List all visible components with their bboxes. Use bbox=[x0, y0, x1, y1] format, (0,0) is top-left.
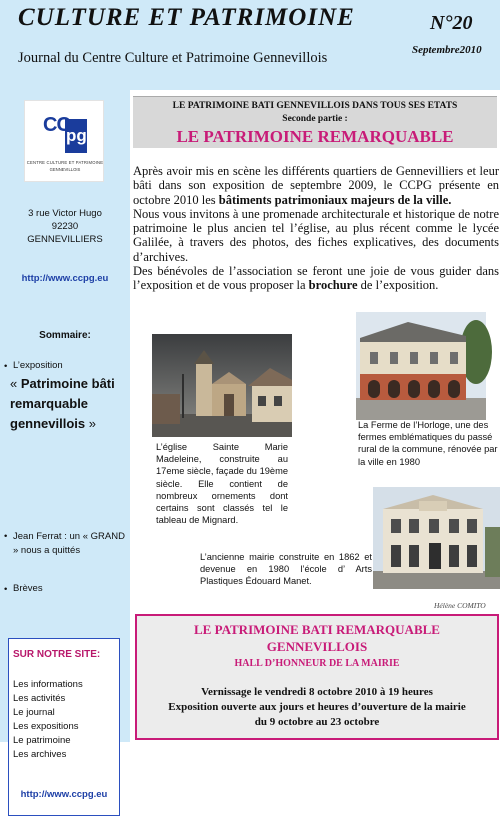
article-paragraph-1 bbox=[133, 164, 499, 207]
masthead bbox=[0, 0, 500, 90]
event-title-line1: LE PATRIMOINE BATI REMARQUABLE bbox=[194, 622, 440, 637]
logo-caption-line2: GENNEVILLOIS bbox=[49, 167, 81, 172]
site-box bbox=[8, 638, 120, 816]
summary-title: Sommaire: bbox=[39, 330, 91, 341]
article-banner bbox=[133, 96, 497, 148]
event-box bbox=[135, 614, 499, 740]
event-title-line2: GENNEVILLOIS bbox=[266, 639, 368, 654]
logo-caption-line1: CENTRE CULTURE ET PATRIMOINE bbox=[26, 160, 104, 165]
article-p3-text: Des bénévoles de l’association se feront une joie de vous guider dans l’exposition et de vous proposer la bbox=[133, 264, 499, 293]
article-kicker: LE PATRIMOINE BATI GENNEVILLOIS DANS TOUS SES ETATS bbox=[172, 101, 458, 111]
event-hours: Exposition ouverte aux jours et heures d’ouverture de la mairie bbox=[168, 701, 466, 713]
summary-item-exhibition: L’exposition bbox=[13, 360, 63, 371]
ccpg-logo bbox=[24, 100, 104, 182]
summary-feature bbox=[10, 374, 128, 434]
farm-caption: La Ferme de l’Horloge, une des fermes emblématiques du passé rural de la commune, rénovée par la ville en 1980 bbox=[358, 420, 498, 467]
bullet-icon: • bbox=[4, 361, 8, 372]
article-part: Seconde partie : bbox=[282, 114, 348, 124]
site-item-informations[interactable]: Les informations bbox=[13, 679, 83, 690]
article-p1-emphasis: bâtiments patrimoniaux majeurs de la ville. bbox=[218, 192, 452, 207]
site-box-link[interactable]: http://www.ccpg.eu bbox=[20, 789, 108, 800]
newsletter-title: CULTURE ET PATRIMOINE bbox=[18, 4, 355, 31]
farm-photo bbox=[356, 312, 486, 420]
svg-text:CC: CC bbox=[43, 114, 70, 136]
bullet-icon: • bbox=[4, 531, 8, 542]
ccpg-logo-mark bbox=[39, 107, 91, 159]
website-link[interactable]: http://www.ccpg.eu bbox=[21, 273, 109, 284]
article-p1-text: Après avoir mis en scène les différents quartiers de Gennevilliers et leur bâti dans son exposition de septembre 2009, le CCPG présente en octobre 2010 les bbox=[133, 164, 499, 207]
address-postcode: 92230 bbox=[51, 221, 79, 232]
mairie-caption: L’ancienne mairie construite en 1862 et devenue en 1980 l’école d’ Arts Plastiques Édouard Manet. bbox=[200, 552, 372, 587]
event-opening: Vernissage le vendredi 8 octobre 2010 à 19 heures bbox=[201, 686, 433, 698]
feature-open-quote: « bbox=[10, 376, 21, 391]
feature-close-quote: » bbox=[85, 416, 96, 431]
site-item-activites[interactable]: Les activités bbox=[13, 693, 66, 704]
summary-item-ferrat: Jean Ferrat : un « GRAND » nous a quittés bbox=[13, 531, 125, 556]
church-caption: L’église Sainte Marie Madeleine, construite au 17eme siècle, façade du 19ème siècle. Elle contient de nombreux ornements dont certains sont classés tel le tableau de Mignard. bbox=[156, 442, 288, 526]
event-place: HALL D’HONNEUR DE LA MAIRIE bbox=[234, 658, 400, 669]
event-dates: du 9 octobre au 23 octobre bbox=[254, 716, 380, 728]
article-paragraph-3 bbox=[133, 264, 499, 293]
bullet-icon: • bbox=[4, 584, 8, 595]
article-p3-emphasis: brochure bbox=[308, 278, 358, 293]
issue-date: Septembre2010 bbox=[412, 44, 482, 56]
site-box-title: SUR NOTRE SITE: bbox=[13, 649, 101, 660]
site-item-patrimoine[interactable]: Le patrimoine bbox=[13, 735, 71, 746]
summary-item-breves: Brèves bbox=[13, 583, 43, 594]
address-city: GENNEVILLIERS bbox=[27, 234, 103, 245]
mairie-photo bbox=[373, 487, 500, 589]
issue-number: N°20 bbox=[430, 12, 473, 34]
address-street: 3 rue Victor Hugo bbox=[28, 208, 102, 219]
feature-title: Patrimoine bâti remarquable gennevillois bbox=[10, 376, 115, 431]
photo-credit: Hélène COMITO bbox=[434, 601, 486, 610]
church-photo bbox=[152, 334, 292, 437]
site-item-archives[interactable]: Les archives bbox=[13, 749, 67, 760]
sidebar bbox=[0, 90, 130, 800]
svg-text:pg: pg bbox=[66, 126, 87, 145]
article-body bbox=[133, 164, 499, 293]
article-p3-end: de l’exposition. bbox=[357, 278, 439, 293]
article-paragraph-2: Nous vous invitons à une promenade architecturale et historique de notre patrimoine le plus ancien tel l’église, au plus récent comme le lycée Galilée, à travers des photos, des fiches explicatives, des documents d’archives. bbox=[133, 206, 499, 264]
site-item-expositions[interactable]: Les expositions bbox=[13, 721, 79, 732]
site-item-journal[interactable]: Le journal bbox=[13, 707, 55, 718]
newsletter-subtitle: Journal du Centre Culture et Patrimoine Gennevillois bbox=[18, 50, 328, 66]
main-column bbox=[130, 90, 500, 742]
article-headline: LE PATRIMOINE REMARQUABLE bbox=[176, 127, 454, 146]
